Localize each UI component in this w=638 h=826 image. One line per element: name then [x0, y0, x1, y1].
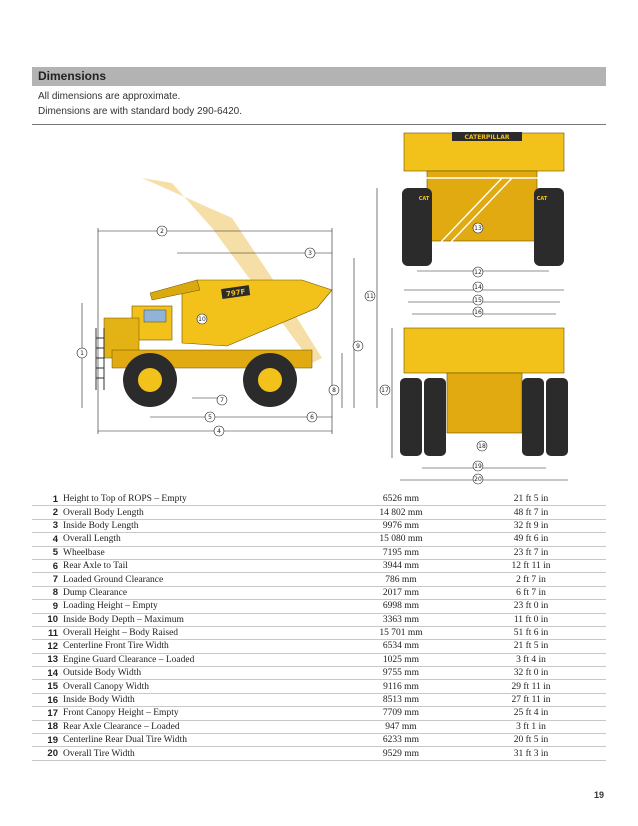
- row-label: Centerline Front Tire Width: [63, 640, 346, 653]
- row-imperial-value: 25 ft 4 in: [456, 707, 606, 720]
- row-label: Wheelbase: [63, 546, 346, 559]
- row-metric-value: 15 701 mm: [346, 626, 456, 639]
- row-imperial-value: 31 ft 3 in: [456, 747, 606, 760]
- table-row: [32, 734, 606, 747]
- row-imperial-value: 20 ft 5 in: [456, 734, 606, 747]
- row-metric-value: 9116 mm: [346, 680, 456, 693]
- table-row: [32, 613, 606, 626]
- row-label: Rear Axle to Tail: [63, 559, 346, 572]
- row-imperial-value: 3 ft 1 in: [456, 720, 606, 733]
- table-row: [32, 546, 606, 559]
- rear-wheel-hub: [258, 368, 282, 392]
- row-label: Inside Body Width: [63, 693, 346, 706]
- row-number: 19: [32, 734, 63, 747]
- callout-19: 19: [474, 463, 482, 470]
- rear-left-tire-inner: [424, 378, 446, 456]
- table-row: [32, 626, 606, 639]
- row-number: 13: [32, 653, 63, 666]
- table-row: [32, 519, 606, 532]
- section-divider: [32, 124, 606, 125]
- table-row: [32, 640, 606, 653]
- callout-20: 20: [474, 476, 482, 483]
- table-row: [32, 573, 606, 586]
- page-number: 19: [593, 790, 604, 800]
- side-view: [82, 178, 377, 434]
- row-imperial-value: 3 ft 4 in: [456, 653, 606, 666]
- row-label: Inside Body Depth – Maximum: [63, 613, 346, 626]
- brand-banner: CATERPILLAR: [464, 134, 510, 141]
- row-label: Overall Canopy Width: [63, 680, 346, 693]
- callout-4: 4: [217, 428, 221, 435]
- callout-9: 9: [356, 343, 360, 350]
- row-number: 11: [32, 626, 63, 639]
- callout-2: 2: [160, 228, 164, 235]
- row-label: Loaded Ground Clearance: [63, 573, 346, 586]
- row-metric-value: 6526 mm: [346, 493, 456, 506]
- row-number: 4: [32, 533, 63, 546]
- row-label: Outside Body Width: [63, 667, 346, 680]
- row-metric-value: 6534 mm: [346, 640, 456, 653]
- table-row: [32, 667, 606, 680]
- row-imperial-value: 21 ft 5 in: [456, 640, 606, 653]
- row-imperial-value: 6 ft 7 in: [456, 586, 606, 599]
- callout-14: 14: [474, 284, 482, 291]
- row-number: 9: [32, 600, 63, 613]
- callout-8: 8: [332, 387, 336, 394]
- callout-16: 16: [474, 309, 482, 316]
- row-number: 3: [32, 519, 63, 532]
- row-label: Engine Guard Clearance – Loaded: [63, 653, 346, 666]
- row-number: 14: [32, 667, 63, 680]
- row-metric-value: 9529 mm: [346, 747, 456, 760]
- table-row: [32, 533, 606, 546]
- row-number: 1: [32, 493, 63, 506]
- table-row: [32, 720, 606, 733]
- row-number: 12: [32, 640, 63, 653]
- row-number: 16: [32, 693, 63, 706]
- callout-17: 17: [381, 387, 389, 394]
- rear-right-tire-outer: [546, 378, 568, 456]
- callout-10: 10: [198, 316, 206, 323]
- row-label: Overall Body Length: [63, 506, 346, 519]
- row-metric-value: 8513 mm: [346, 693, 456, 706]
- row-metric-value: 7195 mm: [346, 546, 456, 559]
- table-row: [32, 559, 606, 572]
- callout-12: 12: [474, 269, 482, 276]
- table-row: [32, 680, 606, 693]
- row-number: 5: [32, 546, 63, 559]
- row-label: Rear Axle Clearance – Loaded: [63, 720, 346, 733]
- row-label: Height to Top of ROPS – Empty: [63, 493, 346, 506]
- rear-chassis: [447, 373, 522, 433]
- cab-window: [144, 310, 166, 322]
- rear-right-tire-inner: [522, 378, 544, 456]
- callout-3: 3: [308, 250, 312, 257]
- rear-view: [392, 290, 568, 480]
- row-imperial-value: 32 ft 9 in: [456, 519, 606, 532]
- row-label: Front Canopy Height – Empty: [63, 707, 346, 720]
- row-number: 20: [32, 747, 63, 760]
- row-metric-value: 947 mm: [346, 720, 456, 733]
- row-imperial-value: 51 ft 6 in: [456, 626, 606, 639]
- row-imperial-value: 21 ft 5 in: [456, 493, 606, 506]
- dump-body: [182, 280, 332, 346]
- table-row: [32, 747, 606, 760]
- row-metric-value: 15 080 mm: [346, 533, 456, 546]
- row-number: 15: [32, 680, 63, 693]
- callout-13: 13: [474, 225, 482, 232]
- row-number: 8: [32, 586, 63, 599]
- row-metric-value: 6998 mm: [346, 600, 456, 613]
- rear-left-tire-outer: [400, 378, 422, 456]
- access-ladder: [96, 328, 104, 390]
- row-imperial-value: 32 ft 0 in: [456, 667, 606, 680]
- row-label: Centerline Rear Dual Tire Width: [63, 734, 346, 747]
- row-metric-value: 6233 mm: [346, 734, 456, 747]
- row-metric-value: 3363 mm: [346, 613, 456, 626]
- section-title: Dimensions: [38, 69, 107, 83]
- row-number: 2: [32, 506, 63, 519]
- row-imperial-value: 48 ft 7 in: [456, 506, 606, 519]
- callout-15: 15: [474, 297, 482, 304]
- callout-18: 18: [478, 443, 486, 450]
- table-row: [32, 600, 606, 613]
- row-label: Overall Tire Width: [63, 747, 346, 760]
- row-number: 10: [32, 613, 63, 626]
- row-label: Dump Clearance: [63, 586, 346, 599]
- row-metric-value: 3944 mm: [346, 559, 456, 572]
- note-standard-body: Dimensions are with standard body 290-6420.: [38, 106, 243, 117]
- table-row: [32, 493, 606, 506]
- row-label: Overall Height – Body Raised: [63, 626, 346, 639]
- row-label: Overall Length: [63, 533, 346, 546]
- dimensions-table-body: [32, 493, 606, 760]
- table-row: [32, 653, 606, 666]
- row-imperial-value: 12 ft 11 in: [456, 559, 606, 572]
- table-row: [32, 506, 606, 519]
- row-imperial-value: 49 ft 6 in: [456, 533, 606, 546]
- row-metric-value: 9755 mm: [346, 667, 456, 680]
- truck-dimension-diagram: [32, 128, 606, 488]
- row-label: Inside Body Length: [63, 519, 346, 532]
- dimensions-table: [32, 493, 606, 761]
- front-logo-left: CAT: [418, 196, 430, 202]
- row-number: 6: [32, 559, 63, 572]
- row-imperial-value: 23 ft 0 in: [456, 600, 606, 613]
- section-header-band: [32, 67, 606, 86]
- row-label: Loading Height – Empty: [63, 600, 346, 613]
- table-row: [32, 707, 606, 720]
- callout-5: 5: [208, 414, 212, 421]
- note-approximate: All dimensions are approximate.: [38, 91, 181, 102]
- table-row: [32, 693, 606, 706]
- row-number: 17: [32, 707, 63, 720]
- rear-body: [404, 328, 564, 373]
- row-imperial-value: 2 ft 7 in: [456, 573, 606, 586]
- row-imperial-value: 29 ft 11 in: [456, 680, 606, 693]
- table-row: [32, 586, 606, 599]
- row-metric-value: 9976 mm: [346, 519, 456, 532]
- row-metric-value: 14 802 mm: [346, 506, 456, 519]
- callout-11: 11: [366, 293, 374, 300]
- front-view: [402, 132, 564, 271]
- row-imperial-value: 23 ft 7 in: [456, 546, 606, 559]
- row-imperial-value: 11 ft 0 in: [456, 613, 606, 626]
- row-metric-value: 786 mm: [346, 573, 456, 586]
- front-wheel-hub: [138, 368, 162, 392]
- row-number: 18: [32, 720, 63, 733]
- row-metric-value: 2017 mm: [346, 586, 456, 599]
- row-number: 7: [32, 573, 63, 586]
- row-metric-value: 7709 mm: [346, 707, 456, 720]
- row-metric-value: 1025 mm: [346, 653, 456, 666]
- callout-1: 1: [80, 350, 84, 357]
- model-badge: 797F: [225, 287, 246, 299]
- callout-7: 7: [220, 397, 224, 404]
- callout-6: 6: [310, 414, 314, 421]
- row-imperial-value: 27 ft 11 in: [456, 693, 606, 706]
- front-logo-right: CAT: [536, 196, 548, 202]
